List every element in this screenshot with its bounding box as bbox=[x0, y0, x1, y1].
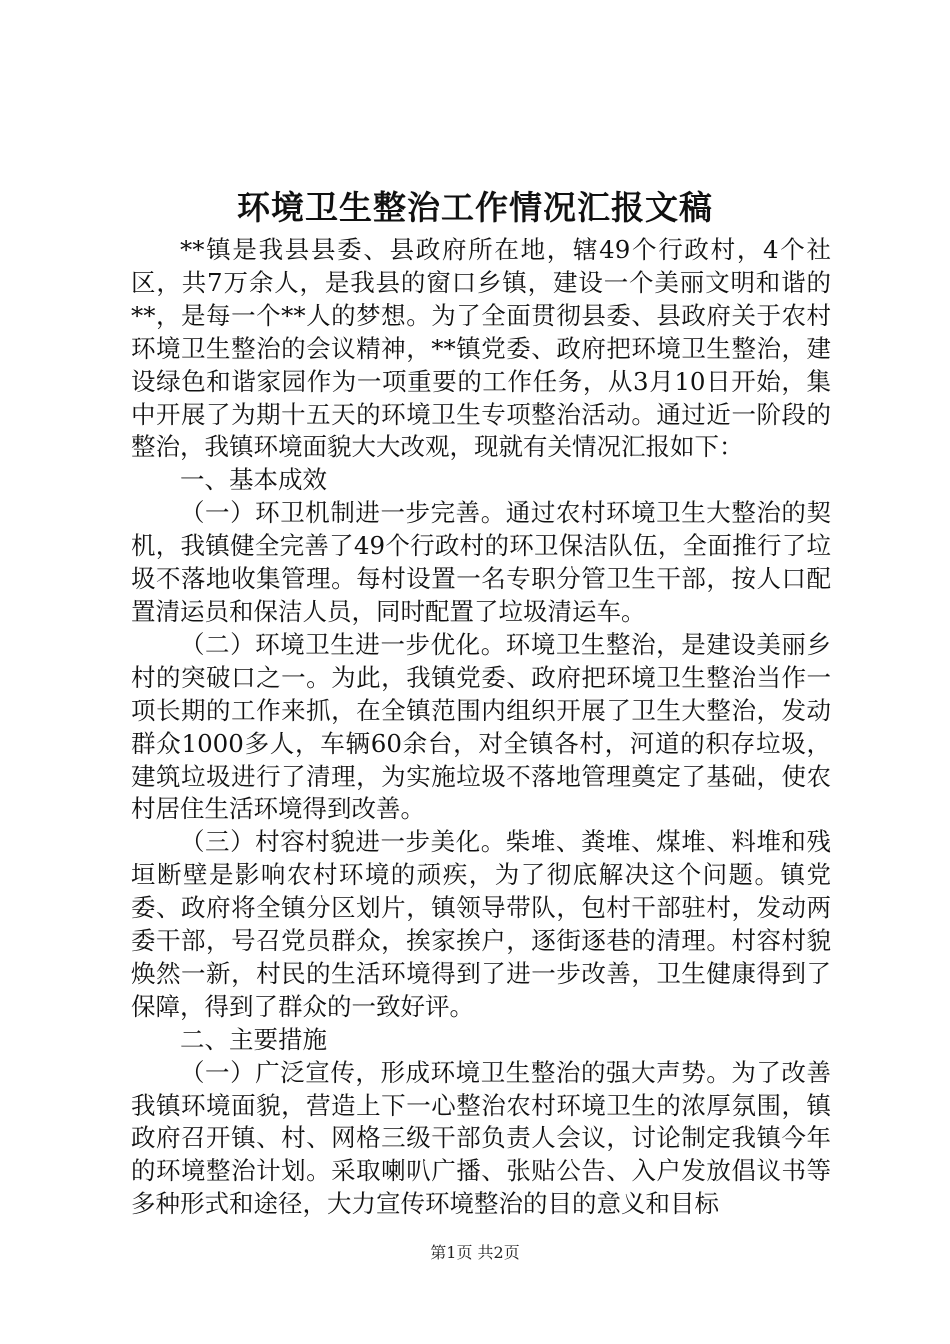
document-title: 环境卫生整治工作情况汇报文稿 bbox=[237, 188, 713, 227]
section-heading-main-measures: 二、主要措施 bbox=[180, 1024, 327, 1054]
paragraph-sanitation-mechanism: （一）环卫机制进一步完善。通过农村环境卫生大整治的契机，我镇健全完善了49个行政村的环卫保洁队伍，全面推行了垃圾不落地收集管理。每村设置一名专职分管卫生干部，按人口配置清运员和保洁人员，同时配置了垃圾清运车。 bbox=[131, 498, 831, 626]
intro-paragraph: **镇是我县县委、县政府所在地，辖49个行政村，4个社区，共7万余人，是我县的窗口乡镇，建设一个美丽文明和谐的**，是每一个**人的梦想。为了全面贯彻县委、县政府关于农村环境卫生整治的会议精神，**镇党委、政府把环境卫生整治，建设绿色和谐家园作为一项重要的工作任务，从3月10日开始，集中开展了为期十五天的环境卫生专项整治活动。通过近一阶段的整治，我镇环境面貌大大改观，现就有关情况汇报如下： bbox=[131, 235, 831, 462]
paragraph-environment-optimization: （二）环境卫生进一步优化。环境卫生整治，是建设美丽乡村的突破口之一。为此，我镇党委、政府把环境卫生整治当作一项长期的工作来抓，在全镇范围内组织开展了卫生大整治，发动群众1000多人，车辆60余台，对全镇各村，河道的积存垃圾，建筑垃圾进行了清理，为实施垃圾不落地管理奠定了基础，使农村居住生活环境得到改善。 bbox=[131, 629, 831, 824]
paragraph-village-appearance: （三）村容村貌进一步美化。柴堆、粪堆、煤堆、料堆和残垣断壁是影响农村环境的顽疾，为了彻底解决这个问题。镇党委、政府将全镇分区划片，镇领导带队，包村干部驻村，发动两委干部，号召党员群众，挨家挨户，逐街逐巷的清理。村容村貌焕然一新，村民的生活环境得到了进一步改善，卫生健康得到了保障，得到了群众的一致好评。 bbox=[131, 827, 831, 1021]
section-heading-basic-results: 一、基本成效 bbox=[180, 465, 327, 495]
paragraph-publicity: （一）广泛宣传，形成环境卫生整治的强大声势。为了改善我镇环境面貌，营造上下一心整治农村环境卫生的浓厚氛围，镇政府召开镇、村、网格三级干部负责人会议，讨论制定我镇今年的环境整治计划。采取喇叭广播、张贴公告、入户发放倡议书等多种形式和途径，大力宣传环境整治的目的意义和目标 bbox=[131, 1057, 831, 1219]
page-number-footer: 第1页 共2页 bbox=[430, 1243, 520, 1262]
document-body bbox=[131, 234, 831, 1221]
